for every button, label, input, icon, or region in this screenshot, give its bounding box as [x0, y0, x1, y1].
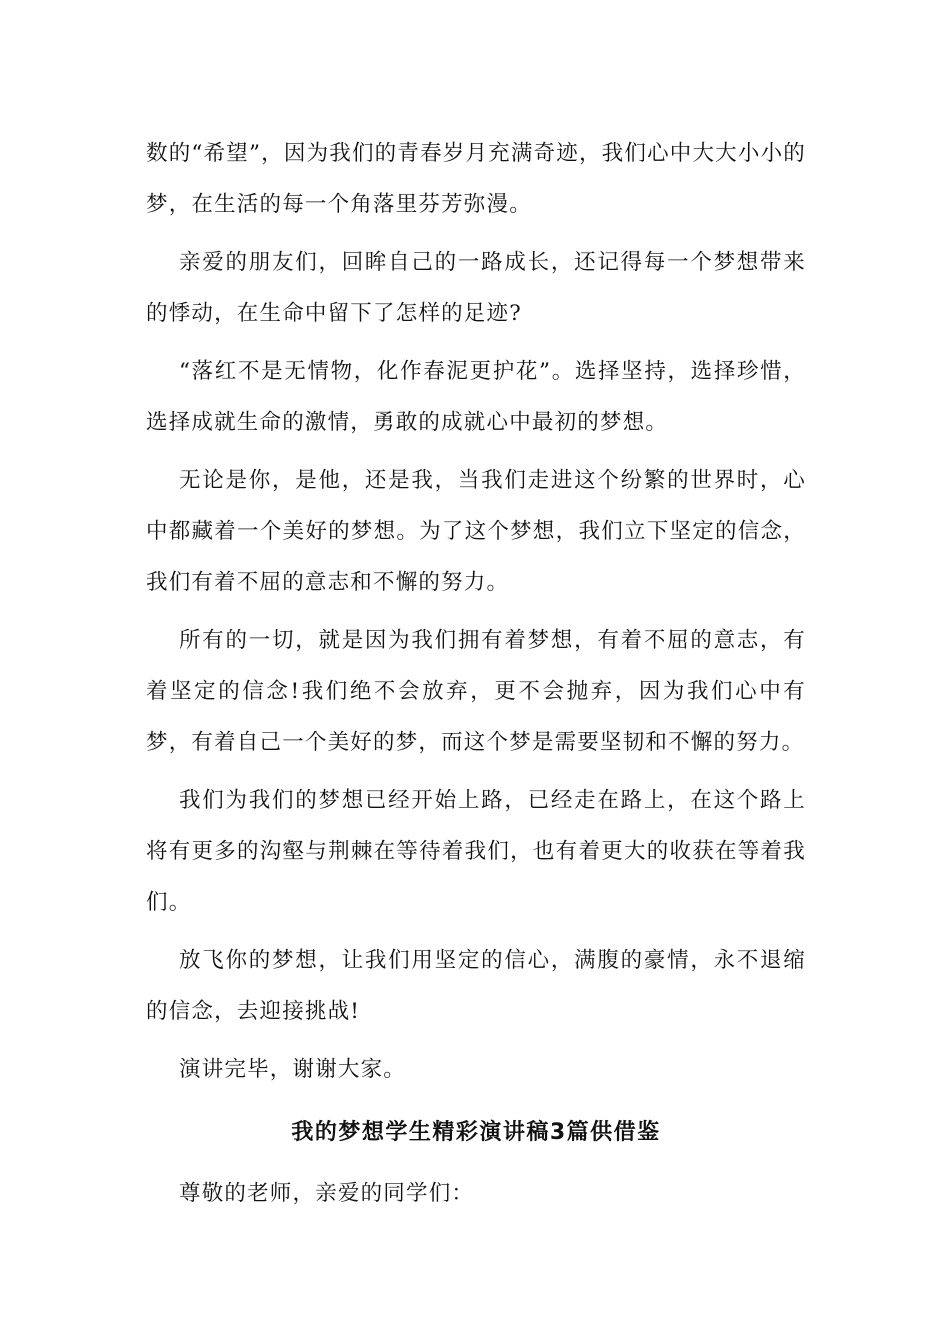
- paragraph-growth: 亲爱的朋友们，回眸自己的一路成长，还记得每一个梦想带来的悸动，在生命中留下了怎样的足迹?: [146, 250, 806, 326]
- paragraph-journey: 我们为我们的梦想已经开始上路，已经走在路上，在这个路上将有更多的沟壑与荆棘在等待着我们，也有着更大的收获在等着我们。: [146, 788, 806, 915]
- document-body: [146, 128, 806, 1226]
- section-heading: 我的梦想学生精彩演讲稿3篇供借鉴: [291, 1120, 661, 1145]
- salutation: 尊敬的老师，亲爱的同学们：: [179, 1181, 475, 1206]
- paragraph-closing: 演讲完毕，谢谢大家。: [179, 1057, 407, 1082]
- paragraph-dream: 无论是你，是他，还是我，当我们走进这个纷繁的世界时，心中都藏着一个美好的梦想。为了这个梦想，我们立下坚定的信念，我们有着不屈的意志和不懈的努力。: [146, 468, 806, 595]
- paragraph-quote: “落红不是无情物，化作春泥更护花”。选择坚持，选择珍惜，选择成就生命的激情，勇敢的成就心中最初的梦想。: [146, 359, 806, 435]
- paragraph-challenge: 放飞你的梦想，让我们用坚定的信心，满腹的豪情，永不退缩的信念，去迎接挑战!: [146, 948, 806, 1024]
- paragraph-continuation: 数的“希望”，因为我们的青春岁月充满奇迹，我们心中大大小小的梦，在生活的每一个角落里芬芳弥漫。: [146, 141, 806, 217]
- paragraph-belief: 所有的一切，就是因为我们拥有着梦想，有着不屈的意志，有着坚定的信念!我们绝不会放弃，更不会抛弃，因为我们心中有梦，有着自己一个美好的梦，而这个梦是需要坚韧和不懈的努力。: [146, 628, 806, 755]
